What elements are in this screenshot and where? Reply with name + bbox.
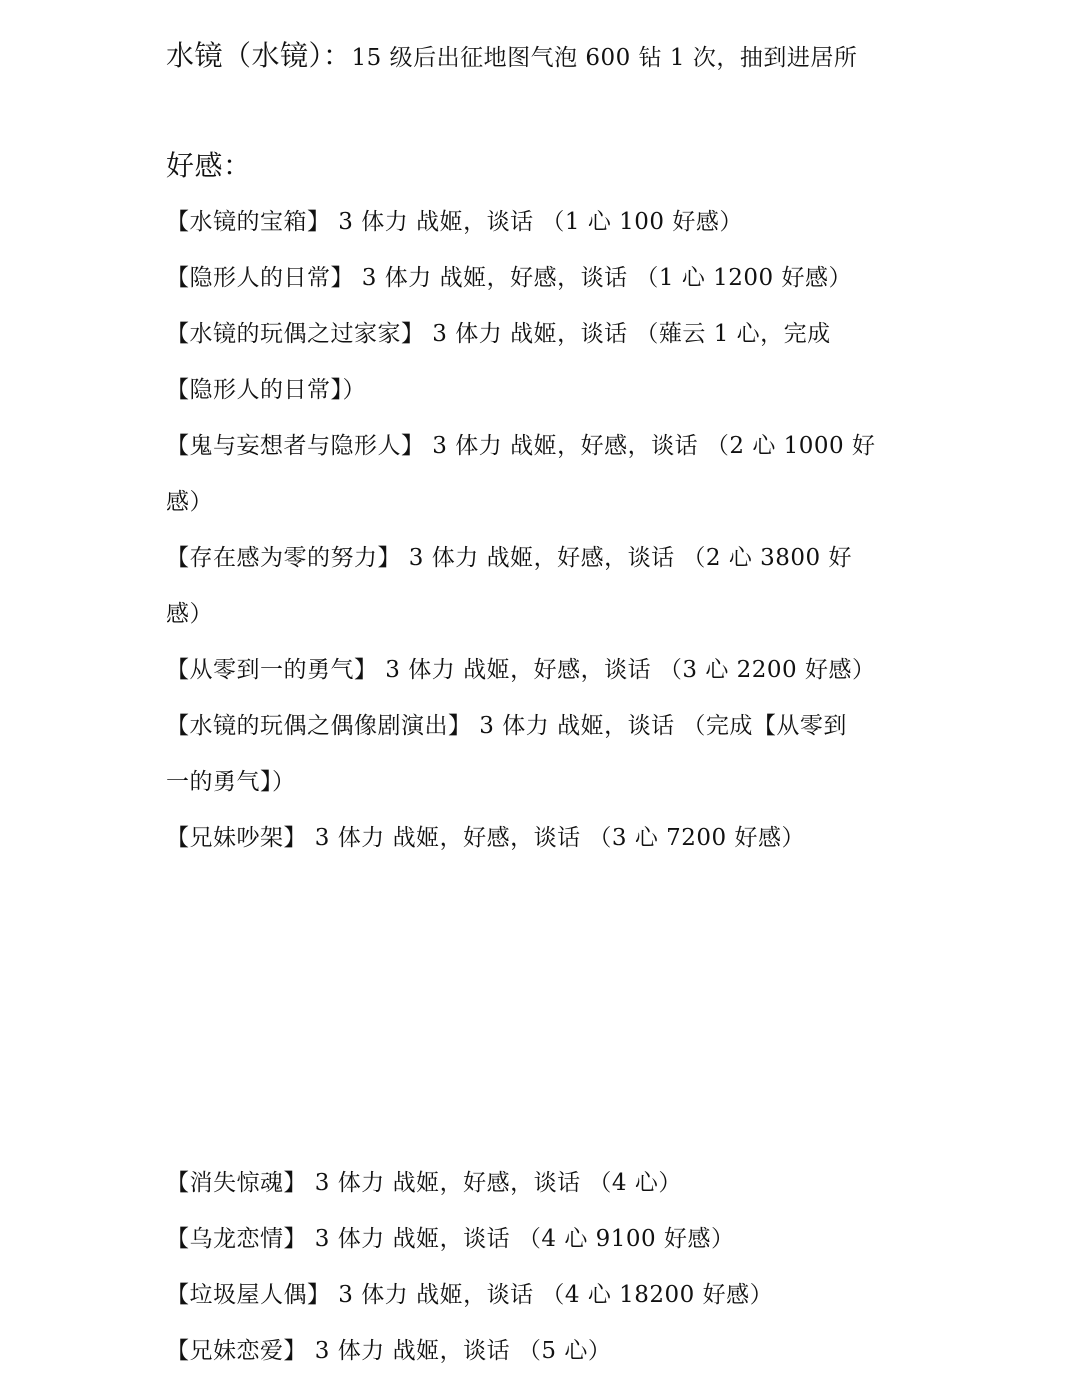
document-title — [166, 40, 926, 74]
story-line: 【水镜的宝箱】 3 体力 战姬，谈话 （1 心 100 好感） — [166, 209, 743, 235]
story-line: 【消失惊魂】 3 体力 战姬，好感，谈话 （4 心） — [166, 1170, 682, 1196]
story-line-continuation: 感） — [166, 489, 213, 515]
story-line: 【从零到一的勇气】 3 体力 战姬，好感，谈话 （3 心 2200 好感） — [166, 657, 876, 683]
story-line: 【兄妹吵架】 3 体力 战姬，好感，谈话 （3 心 7200 好感） — [166, 825, 805, 851]
title-character-name: 水镜（水镜）： — [166, 39, 352, 72]
story-line: 【隐形人的日常】 3 体力 战姬，好感，谈话 （1 心 1200 好感） — [166, 265, 852, 291]
story-line: 【兄妹恋爱】 3 体力 战姬，谈话 （5 心） — [166, 1338, 612, 1364]
story-line: 【乌龙恋情】 3 体力 战姬，谈话 （4 心 9100 好感） — [166, 1226, 735, 1252]
story-line: 【垃圾屋人偶】 3 体力 战姬，谈话 （4 心 18200 好感） — [166, 1282, 774, 1308]
story-line-continuation: 感） — [166, 601, 213, 627]
story-line: 【鬼与妄想者与隐形人】 3 体力 战姬，好感，谈话 （2 心 1000 好 — [166, 433, 876, 459]
story-line: 【存在感为零的努力】 3 体力 战姬，好感，谈话 （2 心 3800 好 — [166, 545, 852, 571]
story-line: 【水镜的玩偶之过家家】 3 体力 战姬，谈话 （薙云 1 心，完成 — [166, 321, 831, 347]
story-line-continuation: 一的勇气】） — [166, 769, 296, 795]
title-acquisition-note: 15 级后出征地图气泡 600 钻 1 次，抽到进居所 — [351, 45, 858, 71]
story-line: 【水镜的玩偶之偶像剧演出】 3 体力 战姬，谈话 （完成【从零到 — [166, 713, 847, 739]
section-heading-affection: 好感： — [166, 149, 252, 182]
story-line-continuation: 【隐形人的日常】） — [166, 377, 366, 403]
